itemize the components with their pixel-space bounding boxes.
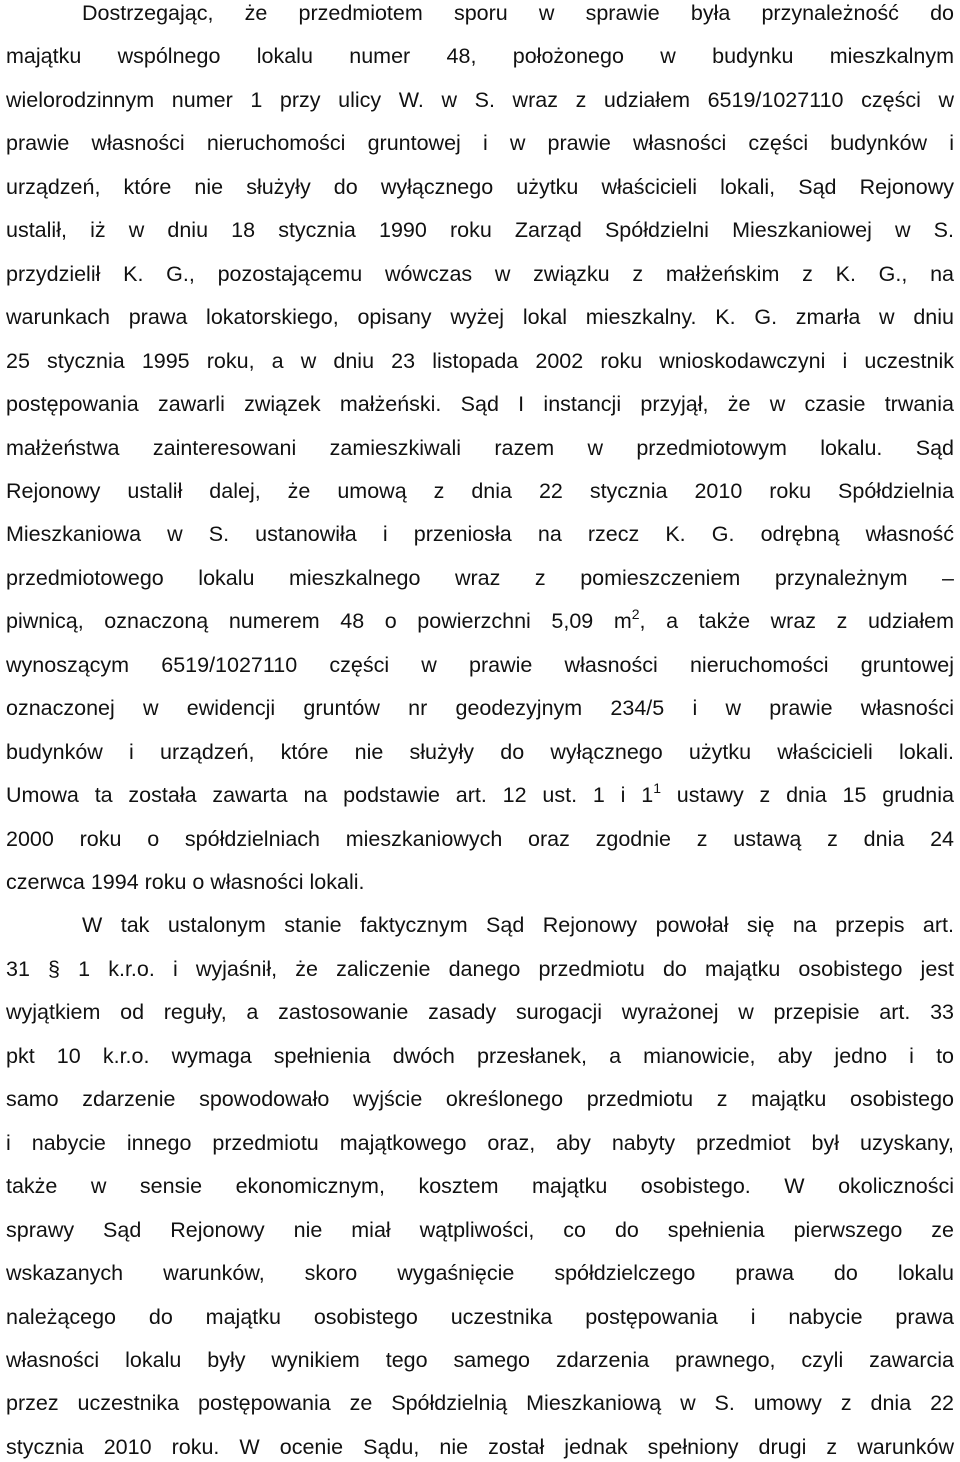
text-line (6, 389, 954, 419)
text-line (6, 519, 954, 549)
text-line (6, 433, 954, 463)
line-text: Rejonowy ustalił dalej, że umową z dnia 22 stycznia 2010 roku Spółdzielnia (6, 478, 954, 503)
line-text: przez uczestnika postępowania ze Spółdzielnią Mieszkaniową w S. umowy z dnia 22 (6, 1391, 954, 1416)
text-line (6, 824, 954, 854)
line-text: urządzeń, które nie służyły do wyłącznego użytku właścicieli lokali, Sąd Rejonowy (6, 174, 954, 199)
line-text: 25 stycznia 1995 roku, a w dniu 23 listopada 2002 roku wnioskodawczyni i uczestnik (6, 348, 954, 373)
line-text: Mieszkaniowa w S. ustanowiła i przeniosła na rzecz K. G. odrębną własność (6, 522, 954, 547)
text-line (6, 1345, 954, 1375)
line-text: wskazanych warunków, skoro wygaśnięcie spółdzielczego prawa do lokalu (6, 1261, 954, 1286)
line-text: piwnicą, oznaczoną numerem 48 o powierzchni 5,09 m (6, 609, 632, 634)
text-line (6, 606, 954, 636)
line-text: stycznia 2010 roku. W ocenie Sądu, nie został jednak spełniony drugi z warunków (6, 1434, 954, 1459)
line-text: własności lokalu były wynikiem tego samego zdarzenia prawnego, czyli zawarcia (6, 1347, 954, 1372)
text-line (6, 346, 954, 376)
line-text: wyjątkiem od reguły, a zastosowanie zasady surogacji wyrażonej w przepisie art. 33 (6, 1000, 954, 1025)
text-line (6, 1128, 954, 1158)
line-text: należącego do majątku osobistego uczestnika postępowania i nabycie prawa (6, 1304, 954, 1329)
line-text: samo zdarzenie spowodowało wyjście określonego przedmiotu z majątku osobistego (6, 1087, 954, 1112)
text-line (6, 1041, 954, 1071)
text-line (6, 1084, 954, 1114)
text-line (6, 910, 954, 940)
line-text: ustalił, iż w dniu 18 stycznia 1990 roku Zarząd Spółdzielni Mieszkaniowej w S. (6, 218, 954, 243)
line-text: 31 § 1 k.r.o. i wyjaśnił, że zaliczenie danego przedmiotu do majątku osobistego jest (6, 956, 954, 981)
text-line (6, 0, 954, 28)
text-line (6, 563, 954, 593)
text-line (6, 1171, 954, 1201)
line-text: małżeństwa zainteresowani zamieszkiwali razem w przedmiotowym lokalu. Sąd (6, 435, 954, 460)
text-line (6, 737, 954, 767)
line-text-continued: , a także wraz z udziałem (639, 609, 954, 634)
line-text: także w sensie ekonomicznym, kosztem majątku osobistego. W okoliczności (6, 1174, 954, 1199)
line-text: W tak ustalonym stanie faktycznym Sąd Rejonowy powołał się na przepis art. (82, 913, 954, 938)
line-text: majątku wspólnego lokalu numer 48, położonego w budynku mieszkalnym (6, 44, 954, 69)
line-text: wynoszącym 6519/1027110 części w prawie własności nieruchomości gruntowej (6, 652, 954, 677)
line-text: wielorodzinnym numer 1 przy ulicy W. w S. wraz z udziałem 6519/1027110 części w (6, 87, 954, 112)
text-line (6, 85, 954, 115)
text-line (6, 1388, 954, 1418)
line-text-continued: ustawy z dnia 15 grudnia (660, 783, 954, 808)
text-line (6, 780, 954, 810)
superscript: 2 (631, 606, 640, 623)
superscript: 1 (653, 780, 661, 797)
text-line (6, 1258, 954, 1288)
line-text: przedmiotowego lokalu mieszkalnego wraz z pomieszczeniem przynależnym – (6, 565, 954, 590)
line-text: pkt 10 k.r.o. wymaga spełnienia dwóch przesłanek, a mianowicie, aby jedno i to (6, 1043, 954, 1068)
text-line (6, 41, 954, 71)
text-line (6, 259, 954, 289)
line-text: oznaczonej w ewidencji gruntów nr geodezyjnym 234/5 i w prawie własności (6, 696, 954, 721)
text-line (6, 1432, 954, 1462)
text-line (6, 302, 954, 332)
line-text: budynków i urządzeń, które nie służyły do wyłącznego użytku właścicieli lokali. (6, 739, 954, 764)
line-text: i nabycie innego przedmiotu majątkowego oraz, aby nabyty przedmiot był uzyskany, (6, 1130, 954, 1155)
text-line (6, 215, 954, 245)
line-text: czerwca 1994 roku o własności lokali. (6, 870, 365, 894)
line-text: postępowania zawarli związek małżeński. Sąd I instancji przyjął, że w czasie trwania (6, 392, 954, 417)
text-line (6, 693, 954, 723)
line-text: prawie własności nieruchomości gruntowej i w prawie własności części budynków i (6, 131, 954, 156)
text-line (6, 867, 954, 897)
line-text: 2000 roku o spółdzielniach mieszkaniowych oraz zgodnie z ustawą z dnia 24 (6, 826, 954, 851)
line-text: przydzielił K. G., pozostającemu wówczas w związku z małżeńskim z K. G., na (6, 261, 954, 286)
text-line (6, 128, 954, 158)
line-text: warunkach prawa lokatorskiego, opisany wyżej lokal mieszkalny. K. G. zmarła w dniu (6, 305, 954, 330)
line-text: Dostrzegając, że przedmiotem sporu w sprawie była przynależność do (82, 1, 954, 25)
line-text: Umowa ta została zawarta na podstawie art. 12 ust. 1 i 1 (6, 783, 654, 808)
text-line (6, 172, 954, 202)
text-line (6, 1302, 954, 1332)
text-line (6, 476, 954, 506)
text-line (6, 954, 954, 984)
text-line (6, 650, 954, 680)
text-line (6, 997, 954, 1027)
text-line (6, 1215, 954, 1245)
line-text: sprawy Sąd Rejonowy nie miał wątpliwości, co do spełnienia pierwszego ze (6, 1217, 954, 1242)
